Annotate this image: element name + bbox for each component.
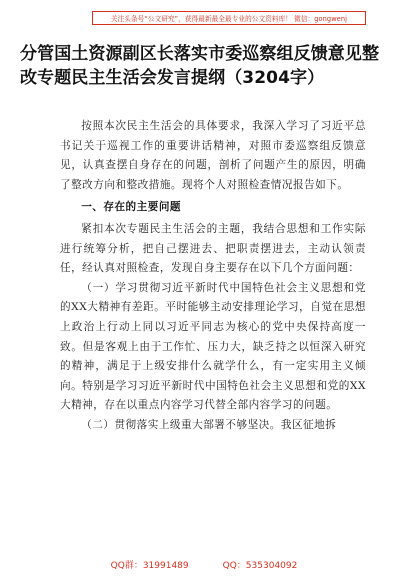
footer-qq: QQ：535304092 bbox=[222, 561, 298, 571]
header-banner bbox=[92, 11, 366, 25]
footer-qq-group: QQ群：31991489 bbox=[110, 561, 189, 571]
body-paragraph: 紧扣本次专题民主生活会的主题，我结合思想和工作实际进行统筹分析，把自己摆进去、把职责摆进去，主动认领责任，经认真对照检查，发现自身主要存在以下几个方面问题： bbox=[60, 222, 366, 275]
section-heading: 一、存在的主要问题 bbox=[81, 201, 182, 214]
intro-paragraph: 按照本次民主生活会的具体要求，我深入学习了习近平总书记关于巡视工作的重要讲话精神，对照市委巡察组反馈意见，认真查摆自身存在的问题，剖析了问题产生的原因，明确了整改方向和整改措施。现将个人对照检查情况报告如下。 bbox=[60, 120, 366, 191]
body-paragraph: （一）学习贯彻习近平新时代中国特色社会主义思想和党的XX大精神有差距。平时能够主动安排理论学习，自觉在思想上政治上行动上同以习近平同志为核心的党中央保持高度一致。但是客观上由于工作忙、压力大，缺乏持之以恒深入研究的精神，满足于上级安排什么就学什么，有一定实用主义倾向。特别是学习习近平新时代中国特色社会主义思想和党的XX大精神，存在以重点内容学习代替全部内容学习的问题。 bbox=[60, 281, 366, 412]
banner-text: 关注头条号“公文研究”，获得最新最全最专业的公文资料库！ 微信：gongwenj bbox=[110, 15, 348, 23]
document-title: 分管国土资源副区长落实市委巡察组反馈意见整改专题民主生活会发言提纲（3204字） bbox=[20, 44, 380, 88]
footer-contacts bbox=[0, 558, 408, 571]
document-body bbox=[60, 117, 366, 436]
body-paragraph: （二）贯彻落实上级重大部署不够坚决。我区征地拆 bbox=[81, 418, 337, 431]
